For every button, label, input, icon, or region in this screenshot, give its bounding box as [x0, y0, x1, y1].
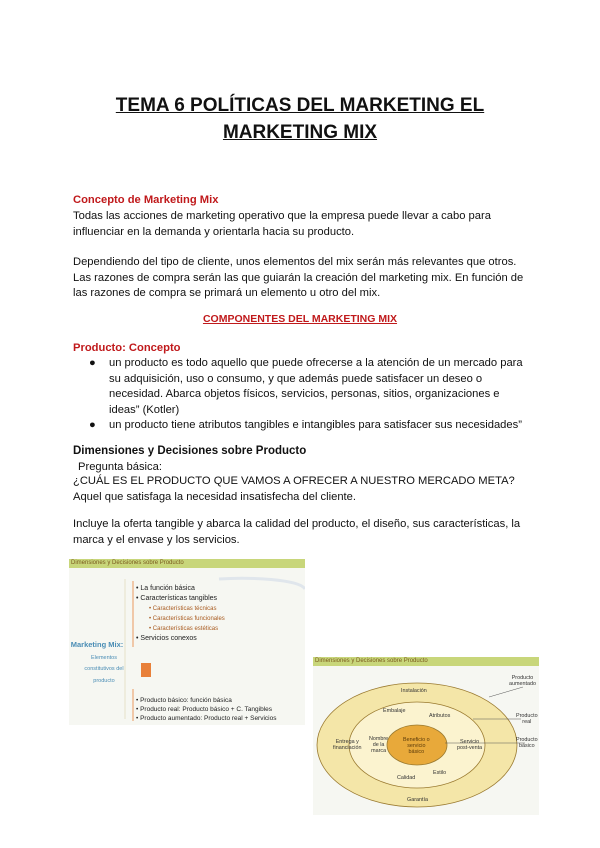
bullet-1-line-4: ideas” (Kotler)	[109, 403, 180, 416]
title-line-2: MARKETING MIX	[222, 122, 378, 143]
label-beneficio-line-2: servicio	[407, 743, 426, 749]
bullet-icon: ●	[89, 419, 96, 431]
bullet-2-line-1: un producto tiene atributos tangibles e intangibles para satisfacer sus necesidades”	[109, 419, 522, 431]
paragraph-1-line-2: influenciar en la demanda y orientarla hacia su producto.	[73, 225, 355, 238]
figure-product-dimensions	[69, 559, 305, 725]
document-title	[70, 92, 530, 146]
marketing-mix-sub-1: Elementos	[91, 655, 117, 661]
label-servicio-postventa	[457, 739, 482, 751]
label-beneficio-basico	[403, 737, 430, 755]
label-real-line-1: Producto	[516, 713, 538, 719]
paragraph-2-line-2: Las razones de compra serán las que guiarán la creación del marketing mix. En función de	[73, 271, 524, 284]
label-entrega-line-1: Entrega y	[335, 739, 359, 745]
label-nombre-marca	[369, 736, 388, 754]
paragraph-2-line-1: Dependiendo del tipo de cliente, unos elementos del mix serán más relevantes que otros.	[73, 256, 517, 268]
pregunta-label: Pregunta básica:	[78, 461, 162, 473]
paragraph-2	[73, 255, 533, 302]
label-estilo: Estilo	[433, 770, 447, 776]
label-entrega	[333, 739, 361, 751]
paragraph-3-line-1: Incluye la oferta tangible y abarca la calidad del producto, el diseño, sus características, la	[73, 518, 521, 530]
label-nombre-line-2: de la	[372, 742, 385, 748]
figure-1-header: Dimensiones y Decisiones sobre Producto	[69, 559, 305, 568]
marketing-mix-sub-3: producto	[93, 678, 115, 684]
label-nombre-line-3: marca	[371, 748, 387, 754]
label-producto-real	[516, 713, 538, 725]
label-servicios-conexos: • Servicios conexos	[136, 635, 197, 642]
label-producto-basico	[516, 737, 538, 749]
label-aumentado-line-1: Producto	[511, 675, 534, 681]
bullet-1-line-1: un producto es todo aquello que puede ofrecerse a la atención de un mercado para	[109, 357, 523, 369]
label-real-line-2: real	[522, 719, 532, 725]
title-line-1: TEMA 6 POLÍTICAS DEL MARKETING EL	[115, 95, 485, 116]
pointer-augmented	[489, 687, 523, 697]
label-instalacion: Instalación	[401, 688, 427, 694]
label-nombre-line-1: Nombre	[369, 736, 389, 742]
marketing-mix-sub-2: constitutivos del	[84, 666, 124, 672]
bullet-1-line-2: su adquisición, uso o consumo, y que además puede satisfacer un deseo o	[109, 372, 483, 385]
label-producto-basico: • Producto básico: función básica	[136, 697, 232, 704]
bullet-icon: ●	[89, 357, 96, 369]
label-entrega-line-2: financiación	[333, 745, 362, 751]
label-producto-aumentado	[509, 675, 536, 687]
label-calidad: Calidad	[397, 775, 416, 781]
question-line-1: ¿CUÁL ES EL PRODUCTO QUE VAMOS A OFRECER A NUESTRO MERCADO META?	[73, 475, 515, 487]
question-block	[73, 474, 533, 505]
label-caracteristicas-esteticas: • Características estéticas	[149, 626, 219, 632]
label-servicio-line-1: Servicio	[459, 739, 480, 745]
bullet-1-line-3: necesidad. Abarca objetos físicos, servicios, personas, sitios, organizaciones e	[109, 388, 500, 400]
paragraph-3	[73, 517, 533, 548]
label-beneficio-line-3: básico	[408, 749, 425, 755]
paragraph-1-line-1: Todas las acciones de marketing operativo que la empresa puede llevar a cabo para	[73, 210, 491, 222]
dimensiones-heading: Dimensiones y Decisiones sobre Producto	[73, 445, 307, 457]
list-item	[89, 356, 569, 418]
marketing-mix-label: Marketing Mix:	[70, 640, 124, 649]
question-line-2: Aquel que satisfaga la necesidad insatisfecha del cliente.	[73, 490, 356, 503]
paragraph-2-line-3: las razones de compra se primará un elemento u otro del mix.	[73, 287, 381, 299]
list-item	[89, 418, 569, 434]
label-aumentado-line-2: aumentado	[509, 681, 536, 687]
label-embalaje: Embalaje	[383, 708, 406, 714]
label-producto-real: • Producto real: Producto básico + C. Tangibles	[136, 706, 273, 713]
figure-product-levels	[313, 657, 539, 815]
label-caracteristicas-tecnicas: • Características técnicas	[149, 606, 217, 612]
label-garantia: Garantía	[407, 797, 428, 803]
figure-2-graphics	[313, 657, 539, 815]
label-beneficio-line-1: Beneficio o	[403, 737, 430, 743]
paragraph-3-line-2: marca y el envase y los servicios.	[73, 533, 240, 546]
producto-heading: Producto: Concepto	[73, 342, 181, 354]
label-basico-line-2: básico	[518, 743, 535, 749]
orange-block-icon	[141, 663, 151, 677]
label-funcion-basica: • La función básica	[136, 585, 195, 592]
concepto-heading: Concepto de Marketing Mix	[73, 194, 219, 206]
producto-bullet-list	[73, 356, 569, 434]
label-servicio-line-2: post-venta	[457, 745, 483, 751]
componentes-heading: COMPONENTES DEL MARKETING MIX	[202, 313, 398, 325]
label-basico-line-1: Producto	[516, 737, 538, 743]
label-caracteristicas-tangibles: • Características tangibles	[136, 595, 218, 602]
paragraph-1	[73, 209, 533, 240]
label-atributos: Atributos	[429, 713, 451, 719]
figure-1-swoosh	[219, 578, 305, 589]
figure-2-header: Dimensiones y Decisiones sobre Producto	[313, 657, 539, 666]
label-caracteristicas-funcionales: • Características funcionales	[149, 616, 225, 622]
label-producto-aumentado: • Producto aumentado: Producto real + Servicios	[136, 715, 277, 722]
